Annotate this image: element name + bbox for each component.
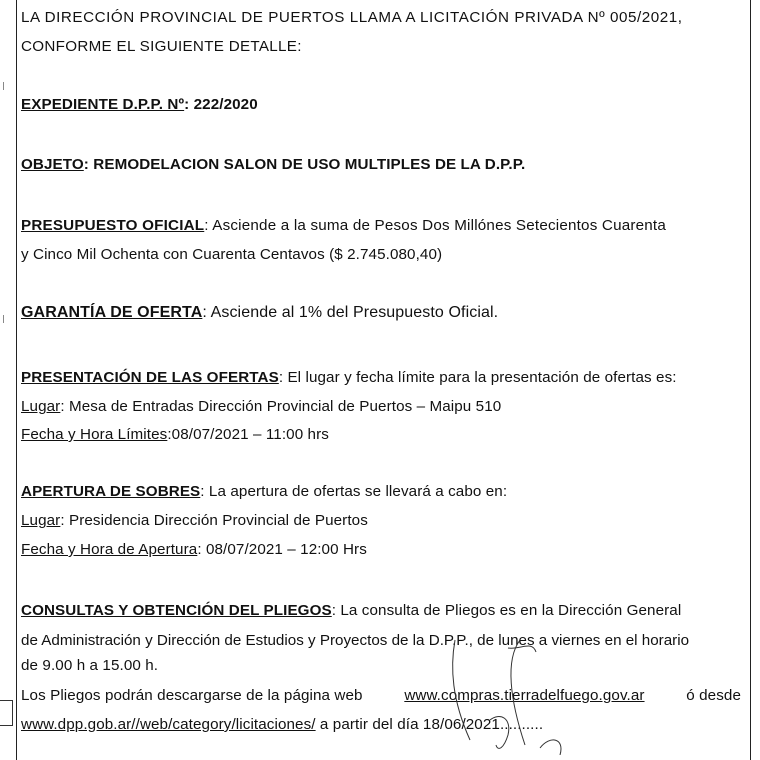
intro-line-2: CONFORME EL SIGUIENTE DETALLE: [21, 38, 302, 55]
presentacion-fecha-label: Fecha y Hora Límites [21, 426, 168, 443]
consultas-line-5 [21, 716, 543, 733]
objeto-label: OBJETO [21, 156, 84, 173]
consultas-text-4b: ó desde [686, 687, 741, 704]
margin-mark [3, 82, 4, 90]
apertura-label: APERTURA DE SOBRES [21, 483, 201, 500]
apertura-line [21, 483, 507, 500]
presentacion-line [21, 369, 677, 386]
consultas-text-1: : La consulta de Pliegos es en la Dirección General [331, 602, 682, 619]
link-compras[interactable]: www.compras.tierradelfuego.gov.ar [404, 687, 645, 704]
consultas-line-3: de 9.00 h a 15.00 h. [21, 657, 159, 674]
consultas-text-5b: a partir del día 18/06/2021.......... [315, 716, 544, 733]
presentacion-lugar [21, 398, 501, 415]
presupuesto-label: PRESUPUESTO OFICIAL [21, 217, 205, 234]
garantia-label: GARANTÍA DE OFERTA [21, 304, 203, 321]
presentacion-lugar-label: Lugar [21, 398, 61, 415]
link-dpp[interactable]: www.dpp.gob.ar//web/category/licitaciones/ [21, 716, 316, 733]
consultas-text-4a: Los Pliegos podrán descargarse de la página web [21, 687, 363, 704]
apertura-lugar-text: : Presidencia Dirección Provincial de Puertos [60, 512, 368, 529]
apertura-lugar [21, 512, 368, 529]
objeto-value: REMODELACION SALON DE USO MULTIPLES DE LA D.P.P. [88, 156, 526, 173]
consultas-line-4 [21, 687, 741, 704]
apertura-fecha-label: Fecha y Hora de Apertura [21, 541, 198, 558]
expediente-line [21, 96, 258, 113]
expediente-value: 222/2020 [189, 96, 258, 113]
consultas-label: CONSULTAS Y OBTENCIÓN DEL PLIEGOS [21, 602, 332, 619]
garantia-line [21, 304, 498, 322]
consultas-line-2: de Administración y Dirección de Estudios y Proyectos de la D.P.P., de lunes a viernes en el horario [21, 632, 690, 649]
apertura-fecha-text: : 08/07/2021 – 12:00 Hrs [197, 541, 367, 558]
apertura-fecha [21, 541, 367, 558]
presupuesto-line-1 [21, 217, 666, 234]
expediente-label: EXPEDIENTE D.P.P. Nº [21, 96, 185, 113]
intro-line-1: LA DIRECCIÓN PROVINCIAL DE PUERTOS LLAMA A LICITACIÓN PRIVADA Nº 005/2021, [21, 9, 683, 26]
presentacion-text: : El lugar y fecha límite para la presentación de ofertas es: [278, 369, 677, 386]
apertura-lugar-label: Lugar [21, 512, 61, 529]
consultas-line-1 [21, 602, 681, 619]
expediente-sep: : [184, 96, 190, 113]
garantia-text: : Asciende al 1% del Presupuesto Oficial. [202, 304, 499, 321]
apertura-text: : La apertura de ofertas se llevará a cabo en: [200, 483, 508, 500]
presentacion-fecha-text: :08/07/2021 – 11:00 hrs [167, 426, 329, 443]
presentacion-fecha [21, 426, 329, 443]
presupuesto-text-1: : Asciende a la suma de Pesos Dos Millónes Setecientos Cuarenta [204, 217, 666, 234]
margin-stamp [0, 700, 13, 726]
presentacion-label: PRESENTACIÓN DE LAS OFERTAS [21, 369, 279, 386]
objeto-sep: : [83, 156, 89, 173]
presupuesto-line-2: y Cinco Mil Ochenta con Cuarenta Centavos ($ 2.745.080,40) [21, 246, 443, 263]
margin-mark [3, 315, 4, 323]
presentacion-lugar-text: : Mesa de Entradas Dirección Provincial de Puertos – Maipu 510 [60, 398, 502, 415]
objeto-line [21, 156, 525, 173]
